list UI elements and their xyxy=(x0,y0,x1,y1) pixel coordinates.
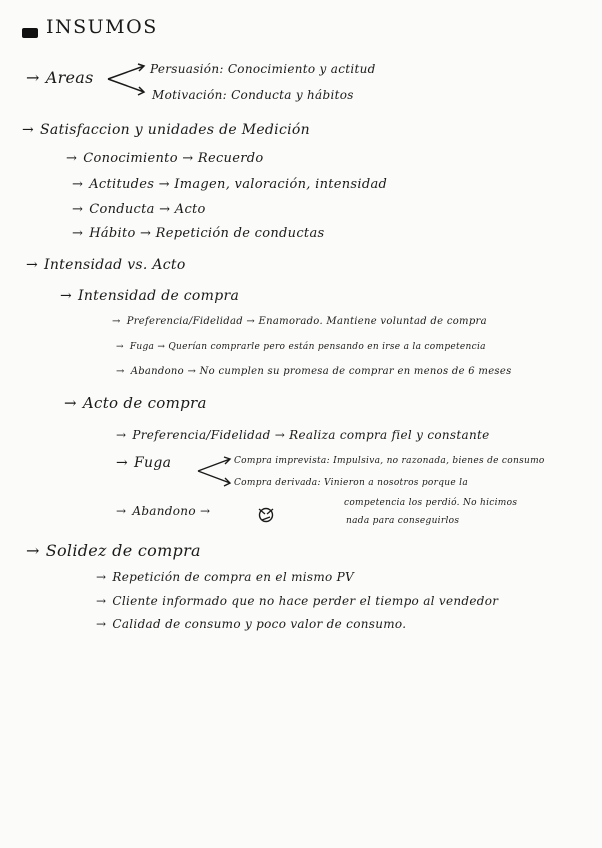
solidez-heading xyxy=(26,541,201,560)
solidez-item xyxy=(96,617,406,631)
arrow-icon: → xyxy=(96,594,107,608)
satisfaccion-item-text: Conocimiento → Recuerdo xyxy=(83,151,264,166)
acto-compra-abandono-label: Abandono → xyxy=(132,504,211,518)
areas-item-motivacion: Motivación: Conducta y hábitos xyxy=(152,88,354,102)
acto-compra-preferencia xyxy=(116,428,490,442)
acto-compra-preferencia-text: Preferencia/Fidelidad → Realiza compra fiel y constante xyxy=(132,428,490,442)
fuga-item-imprevista: Compra imprevista: Impulsiva, no razonada, bienes de consumo xyxy=(234,456,545,466)
satisfaccion-item xyxy=(72,226,324,241)
fuga-item-derivada-cont: competencia los perdió. No hicimos xyxy=(344,498,518,508)
acto-compra-fuga-label: Fuga xyxy=(134,455,172,471)
satisfaccion-item xyxy=(66,151,263,166)
arrow-icon: → xyxy=(96,617,107,631)
satisfaccion-item xyxy=(72,202,206,217)
arrow-icon: → xyxy=(26,541,40,560)
intensidad-compra-heading xyxy=(60,288,239,304)
intensidad-compra-item-text: Preferencia/Fidelidad → Enamorado. Mantiene voluntad de compra xyxy=(126,316,487,327)
satisfaccion-label: Satisfaccion y unidades de Medición xyxy=(40,122,310,138)
arrow-icon: → xyxy=(72,202,84,217)
branch-arrow-icon xyxy=(196,455,232,487)
intensidad-compra-item-text: Abandono → No cumplen su promesa de comprar en menos de 6 meses xyxy=(130,366,512,377)
arrow-icon: → xyxy=(116,428,127,442)
arrow-icon: → xyxy=(26,68,40,87)
arrow-icon: → xyxy=(66,151,78,166)
arrow-icon: → xyxy=(116,366,125,377)
satisfaccion-item-text: Conducta → Acto xyxy=(89,202,206,217)
acto-compra-heading xyxy=(64,394,207,412)
solidez-label: Solidez de compra xyxy=(45,541,201,560)
acto-compra-abandono xyxy=(116,504,210,518)
solidez-item xyxy=(96,594,498,608)
title-bullet-mark xyxy=(22,28,38,38)
arrow-icon: → xyxy=(22,122,35,138)
fuga-item-derivada-cont: nada para conseguirlos xyxy=(346,516,460,526)
areas-item-persuasion: Persuasión: Conocimiento y actitud xyxy=(150,62,376,76)
arrow-icon: → xyxy=(60,288,73,304)
intensidad-compra-item-text: Fuga → Querían comprarle pero están pensando en irse a la competencia xyxy=(129,342,486,352)
satisfaccion-item-text: Hábito → Repetición de conductas xyxy=(89,226,325,241)
arrow-icon: → xyxy=(112,316,121,327)
page-title: INSUMOS xyxy=(46,16,158,38)
intensidad-compra-item xyxy=(116,366,512,377)
solidez-item-text: Repetición de compra en el mismo PV xyxy=(112,570,355,584)
areas-label: Areas xyxy=(45,68,94,87)
intensidad-vs-acto-label: Intensidad vs. Acto xyxy=(44,257,186,273)
solidez-item-text: Calidad de consumo y poco valor de consumo. xyxy=(112,617,407,631)
areas-heading xyxy=(26,68,94,87)
branch-arrow-icon xyxy=(106,62,146,96)
satisfaccion-item-text: Actitudes → Imagen, valoración, intensidad xyxy=(89,177,388,192)
arrow-icon: → xyxy=(72,226,84,241)
arrow-icon: → xyxy=(96,570,107,584)
arrow-icon: → xyxy=(72,177,84,192)
angry-face-icon xyxy=(256,505,276,525)
acto-compra-fuga xyxy=(116,455,171,471)
satisfaccion-item xyxy=(72,177,387,192)
solidez-item xyxy=(96,570,354,584)
intensidad-compra-label: Intensidad de compra xyxy=(78,288,240,304)
intensidad-compra-item xyxy=(112,316,487,327)
fuga-item-derivada: Compra derivada: Vinieron a nosotros porque la xyxy=(234,478,469,488)
arrow-icon: → xyxy=(116,342,124,352)
acto-compra-label: Acto de compra xyxy=(82,394,207,412)
solidez-item-text: Cliente informado que no hace perder el tiempo al vendedor xyxy=(112,594,499,608)
intensidad-vs-acto-heading xyxy=(26,257,186,273)
arrow-icon: → xyxy=(64,394,77,412)
arrow-icon: → xyxy=(116,455,129,471)
arrow-icon: → xyxy=(26,257,39,273)
intensidad-compra-item xyxy=(116,342,486,352)
arrow-icon: → xyxy=(116,504,127,518)
satisfaccion-heading xyxy=(22,122,310,138)
